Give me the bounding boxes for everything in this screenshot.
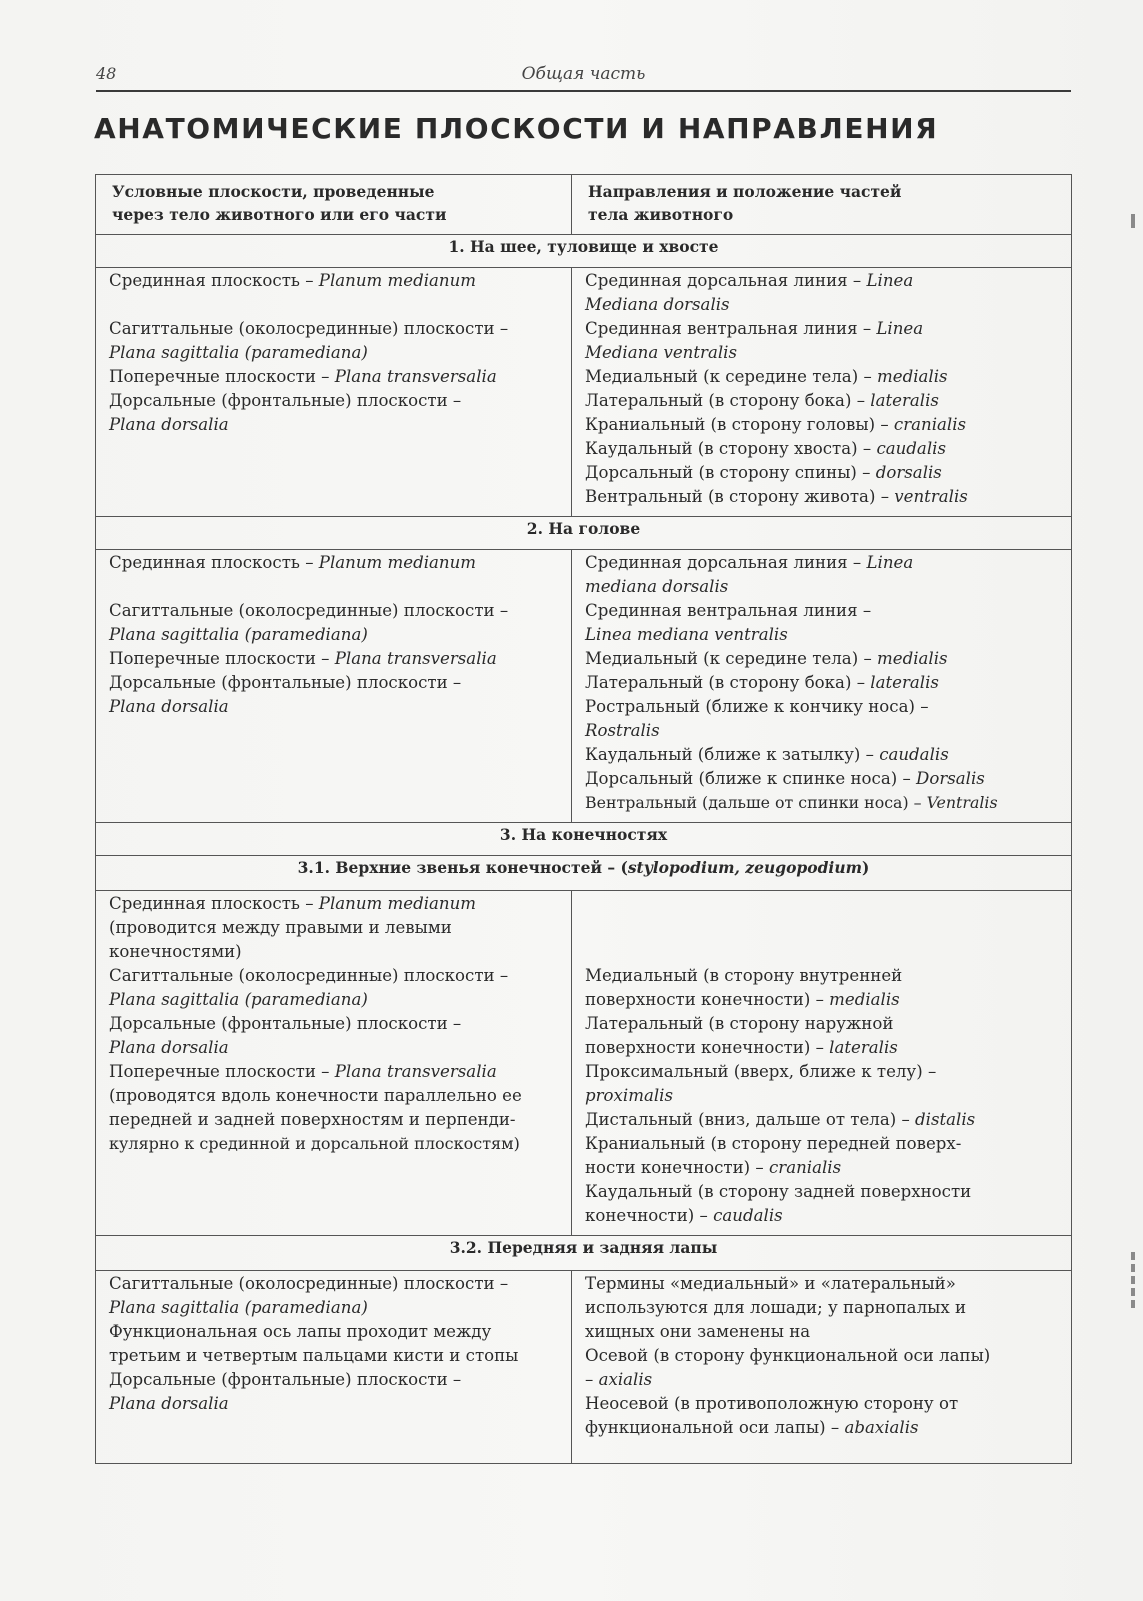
section-row bbox=[96, 517, 1072, 550]
table-row bbox=[96, 1271, 1072, 1464]
text-line: Дорсальные (фронтальные) плоскости – bbox=[109, 391, 462, 410]
text-line: поверхности конечности) – medialis bbox=[585, 990, 900, 1009]
text-line: Поперечные плоскости – Plana transversalia bbox=[109, 1062, 497, 1081]
table-row bbox=[96, 891, 1072, 1236]
text-line: конечностями) bbox=[109, 942, 242, 961]
text-line: функциональной оси лапы) – abaxialis bbox=[585, 1418, 919, 1437]
text-line: Вентральный (в сторону живота) – ventralis bbox=[585, 487, 968, 506]
section-title: 2. На голове bbox=[96, 517, 1072, 550]
text-line: третьим и четвертым пальцами кисти и стопы bbox=[109, 1346, 519, 1365]
text-line: Срединная плоскость – Planum medianum bbox=[109, 553, 477, 572]
latin-term: Plana sagittalia (paramediana) bbox=[109, 625, 368, 644]
text-line: (проводится между правыми и левыми bbox=[109, 918, 452, 937]
running-header bbox=[96, 64, 1071, 92]
text-line: Медиальный (к середине тела) – medialis bbox=[585, 649, 948, 668]
section-title: 1. На шее, туловище и хвосте bbox=[96, 235, 1072, 268]
column-header-planes bbox=[96, 175, 572, 235]
text-line: Краниальный (в сторону головы) – cranialis bbox=[585, 415, 967, 434]
planes-cell bbox=[96, 891, 572, 1236]
running-title: Общая часть bbox=[521, 64, 646, 84]
planes-cell bbox=[96, 1271, 572, 1464]
text-line: Термины «медиальный» и «латеральный» bbox=[585, 1274, 956, 1293]
latin-term: Plana dorsalia bbox=[109, 1394, 229, 1413]
text-line: Сагиттальные (околосрединные) плоскости – bbox=[109, 601, 509, 620]
text-line: Поперечные плоскости – Plana transversalia bbox=[109, 649, 497, 668]
text-line: Сагиттальные (околосрединные) плоскости – bbox=[109, 1274, 509, 1293]
text-line: ности конечности) – cranialis bbox=[585, 1158, 842, 1177]
text-line: Вентральный (дальше от спинки носа) – Ventralis bbox=[585, 793, 998, 812]
text-line: Срединная вентральная линия – Linea bbox=[585, 319, 924, 338]
text-line: – axialis bbox=[585, 1370, 653, 1389]
scan-edge-mark bbox=[1131, 214, 1135, 228]
text-line: Поперечные плоскости – Plana transversalia bbox=[109, 367, 497, 386]
text-line: Срединная дорсальная линия – Linea bbox=[585, 553, 914, 572]
text-line: Дорсальные (фронтальные) плоскости – bbox=[109, 1014, 462, 1033]
directions-cell bbox=[572, 550, 1072, 823]
table-header-row bbox=[96, 175, 1072, 235]
table-row bbox=[96, 550, 1072, 823]
text-line: Латеральный (в сторону бока) – lateralis bbox=[585, 673, 939, 692]
text-line: Срединная плоскость – Planum medianum bbox=[109, 271, 477, 290]
text-line: конечности) – caudalis bbox=[585, 1206, 783, 1225]
text-line: Каудальный (в сторону задней поверхности bbox=[585, 1182, 972, 1201]
text-line: (проводятся вдоль конечности параллельно ее bbox=[109, 1086, 522, 1105]
text-line: Краниальный (в сторону передней поверх- bbox=[585, 1134, 962, 1153]
latin-term: Plana dorsalia bbox=[109, 697, 229, 716]
section-row bbox=[96, 1236, 1072, 1271]
latin-term: Plana sagittalia (paramediana) bbox=[109, 343, 368, 362]
anatomy-table bbox=[95, 174, 1072, 1464]
text-line: используются для лошади; у парнопалых и bbox=[585, 1298, 967, 1317]
section-title: 3. На конечностях bbox=[96, 823, 1072, 856]
text-line: Функциональная ось лапы проходит между bbox=[109, 1322, 492, 1341]
column-header-directions bbox=[572, 175, 1072, 235]
text-line: Срединная дорсальная линия – Linea bbox=[585, 271, 914, 290]
header-text: через тело животного или его части bbox=[112, 205, 447, 224]
text-line: поверхности конечности) – lateralis bbox=[585, 1038, 898, 1057]
text-line: Медиальный (к середине тела) – medialis bbox=[585, 367, 948, 386]
scan-edge-mark bbox=[1131, 1252, 1135, 1312]
page-title: АНАТОМИЧЕСКИЕ ПЛОСКОСТИ И НАПРАВЛЕНИЯ bbox=[94, 112, 939, 145]
latin-term: Plana dorsalia bbox=[109, 1038, 229, 1057]
text-line: Проксимальный (вверх, ближе к телу) – bbox=[585, 1062, 937, 1081]
text-line: Каудальный (в сторону хвоста) – caudalis bbox=[585, 439, 946, 458]
latin-term: Plana dorsalia bbox=[109, 415, 229, 434]
planes-cell bbox=[96, 268, 572, 517]
text-line: Дорсальные (фронтальные) плоскости – bbox=[109, 673, 462, 692]
planes-cell bbox=[96, 550, 572, 823]
page-number: 48 bbox=[96, 64, 117, 83]
text-line: Срединная вентральная линия – bbox=[585, 601, 872, 620]
text-line: Ростральный (ближе к кончику носа) – bbox=[585, 697, 929, 716]
text-line: передней и задней поверхностям и перпенди- bbox=[109, 1110, 516, 1129]
header-text: Направления и положение частей bbox=[588, 182, 902, 201]
latin-term: Plana sagittalia (paramediana) bbox=[109, 1298, 368, 1317]
directions-cell bbox=[572, 268, 1072, 517]
latin-term: Mediana ventralis bbox=[585, 343, 737, 362]
text-line: Сагиттальные (околосрединные) плоскости – bbox=[109, 319, 509, 338]
directions-cell bbox=[572, 1271, 1072, 1464]
text-line: кулярно к срединной и дорсальной плоскостям) bbox=[109, 1134, 520, 1153]
latin-term: Rostralis bbox=[585, 721, 660, 740]
latin-term: mediana dorsalis bbox=[585, 577, 729, 596]
text-line: Медиальный (в сторону внутренней bbox=[585, 966, 903, 985]
section-row bbox=[96, 823, 1072, 856]
text-line: Дорсальные (фронтальные) плоскости – bbox=[109, 1370, 462, 1389]
latin-term: Linea mediana ventralis bbox=[585, 625, 788, 644]
text-line: Срединная плоскость – Planum medianum bbox=[109, 894, 477, 913]
section-row bbox=[96, 856, 1072, 891]
text-line: Дорсальный (в сторону спины) – dorsalis bbox=[585, 463, 942, 482]
table-row bbox=[96, 268, 1072, 517]
header-text: тела животного bbox=[588, 205, 734, 224]
text-line: Осевой (в сторону функциональной оси лапы) bbox=[585, 1346, 991, 1365]
subsection-title: 3.1. Верхние звенья конечностей – (stylopodium, zeugopodium) bbox=[96, 856, 1072, 891]
header-text: Условные плоскости, проведенные bbox=[112, 182, 435, 201]
text-line: Дорсальный (ближе к спинке носа) – Dorsalis bbox=[585, 769, 985, 788]
subsection-title: 3.2. Передняя и задняя лапы bbox=[96, 1236, 1072, 1271]
latin-term: Plana sagittalia (paramediana) bbox=[109, 990, 368, 1009]
latin-term: Mediana dorsalis bbox=[585, 295, 730, 314]
text-line: Дистальный (вниз, дальше от тела) – distalis bbox=[585, 1110, 976, 1129]
text-line: Латеральный (в сторону бока) – lateralis bbox=[585, 391, 939, 410]
text-line: Неосевой (в противоположную сторону от bbox=[585, 1394, 959, 1413]
directions-cell bbox=[572, 891, 1072, 1236]
text-line: Каудальный (ближе к затылку) – caudalis bbox=[585, 745, 949, 764]
latin-term: proximalis bbox=[585, 1086, 673, 1105]
text-line: хищных они заменены на bbox=[585, 1322, 811, 1341]
text-line: Латеральный (в сторону наружной bbox=[585, 1014, 894, 1033]
section-row bbox=[96, 235, 1072, 268]
text-line: Сагиттальные (околосрединные) плоскости – bbox=[109, 966, 509, 985]
